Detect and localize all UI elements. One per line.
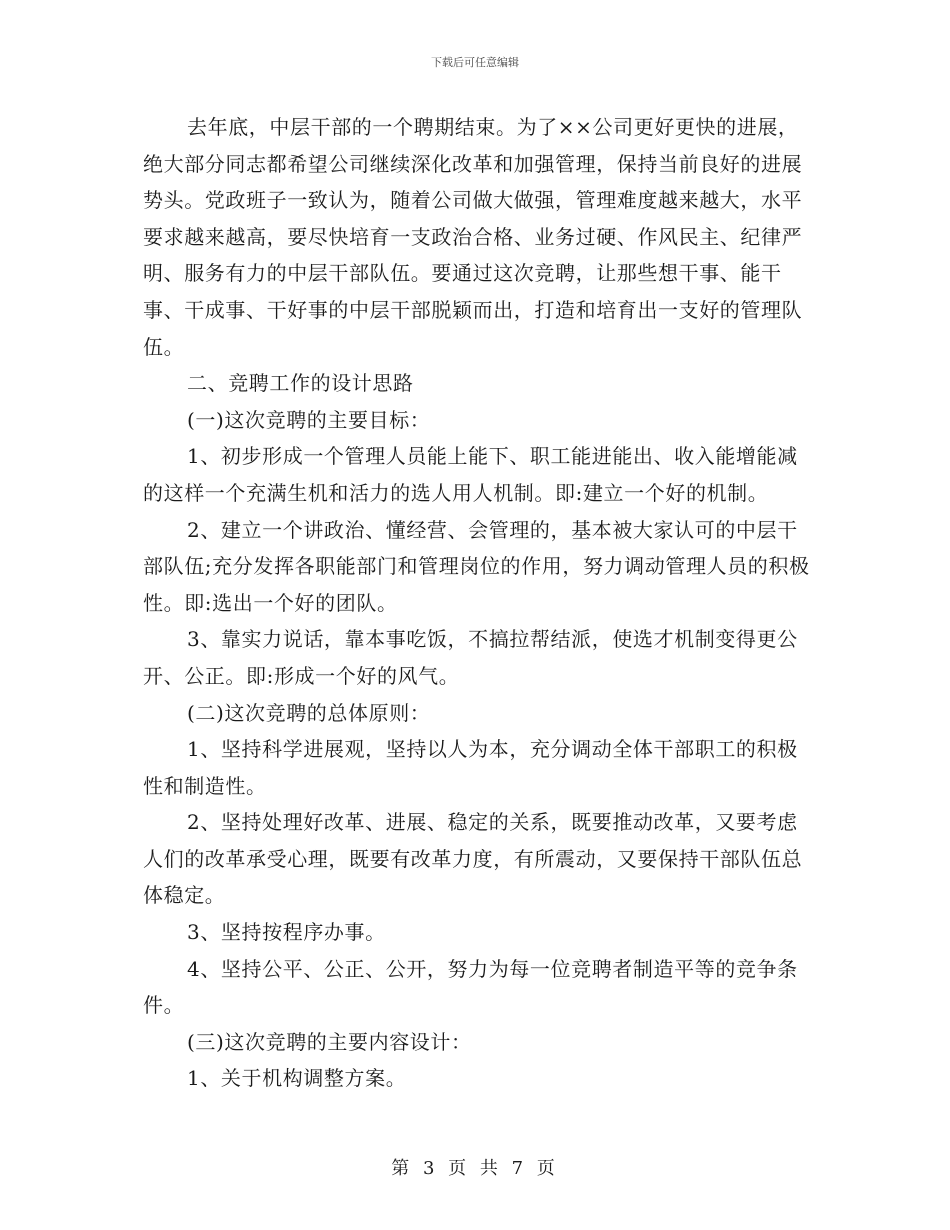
section-heading-design: 二、竞聘工作的设计思路 (187, 371, 414, 396)
principle-item-1: 1、坚持科学进展观，坚持以人为本，充分调动全体干部职工的积极性和制造性。 (143, 737, 798, 798)
document-body (143, 109, 813, 1097)
content-item-1: 1、关于机构调整方案。 (187, 1066, 407, 1091)
paragraph-intro: 去年底，中层干部的一个聘期结束。为了××公司更好更快的进展，绝大部分同志都希望公司继续深化改革和加强管理，保持当前良好的进展势头。党政班子一致认为，随着公司做大做强，管理难度越来越大，水平要求越来越高，要尽快培育一支政治合格、业务过硬、作风民主、纪律严明、服务有力的中层干部队伍。要通过这次竞聘，让那些想干事、能干事、干成事、干好事的中层干部脱颖而出，打造和培育出一支好的管理队伍。 (143, 115, 803, 359)
goal-item-2: 2、建立一个讲政治、懂经营、会管理的，基本被大家认可的中层干部队伍;充分发挥各职能部门和管理岗位的作用，努力调动管理人员的积极性。即:选出一个好的团队。 (143, 517, 810, 615)
goal-item-1: 1、初步形成一个管理人员能上能下、职工能进能出、收入能增能减的这样一个充满生机和活力的选人用人机制。即:建立一个好的机制。 (143, 444, 798, 505)
principle-item-3: 3、坚持按程序办事。 (187, 920, 386, 945)
page-number: 第 3 页 共 7 页 (391, 1158, 559, 1179)
principle-item-2: 2、坚持处理好改革、进展、稳定的关系，既要推动改革，又要考虑人们的改革承受心理，既要有改革力度，有所震动，又要保持干部队伍总体稳定。 (143, 810, 803, 908)
subheading-principles: (二)这次竞聘的总体原则： (187, 700, 431, 725)
subheading-goals: (一)这次竞聘的主要目标： (187, 407, 431, 432)
subheading-content-design: (三)这次竞聘的主要内容设计： (187, 1029, 472, 1054)
goal-item-3: 3、靠实力说话，靠本事吃饭，不搞拉帮结派，使选才机制变得更公开、公正。即:形成一个好的风气。 (143, 627, 798, 688)
principle-item-4: 4、坚持公平、公正、公开，努力为每一位竞聘者制造平等的竞争条件。 (143, 956, 798, 1018)
page-header: 下载后可任意编辑 (431, 56, 519, 69)
